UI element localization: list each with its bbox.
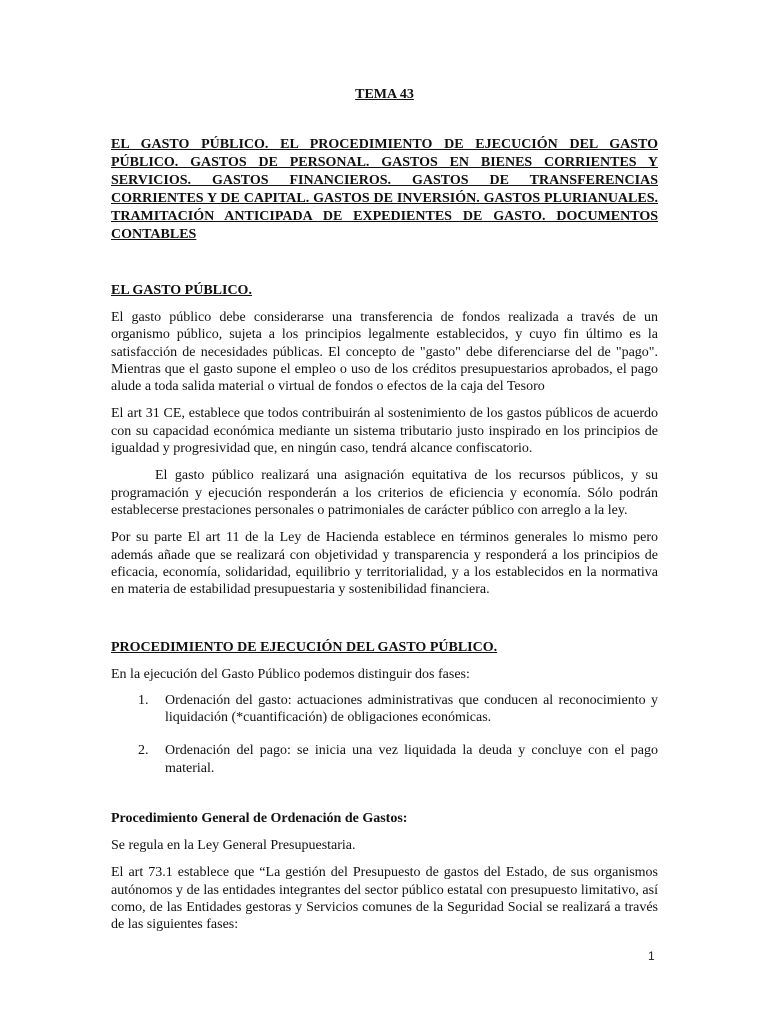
- list-item-text: Ordenación del gasto: actuaciones administrativas que conducen al reconocimiento y liquidación (*cuantificación) de obligaciones económicas.: [165, 692, 658, 726]
- section-heading-gasto-publico: EL GASTO PÚBLICO.: [111, 283, 252, 298]
- paragraph: El gasto público debe considerarse una transferencia de fondos realizada a través de un organismo público, sujeta a los principios legalmente establecidos, y cuyo fin último es la satisfacción de necesidades públicas. El concepto de "gasto" debe diferenciarse del de "pago". Mientras que el gasto supone el empleo o uso de los créditos presupuestarios aprobados, el pago alude a toda salida material o virtual de fondos o efectos de la caja del Tesoro: [111, 310, 658, 395]
- section-heading-procedimiento: PROCEDIMIENTO DE EJECUCIÓN DEL GASTO PÚBLICO.: [111, 640, 498, 656]
- list-item-text: Ordenación del pago: se inicia una vez liquidada la deuda y concluye con el pago material.: [165, 743, 658, 776]
- document-title: TEMA 43: [355, 87, 414, 102]
- list-item-number: 2.: [138, 743, 149, 759]
- paragraph: Por su parte El art 11 de la Ley de Hacienda establece en términos generales lo mismo pero además añade que se realizará con objetividad y transparencia y responderá a los principios de eficacia, economía, solidaridad, equilibrio y territorialidad, y a los establecidos en la normativa en materia de estabilidad presupuestaria y sostenibilidad financiera.: [111, 530, 658, 598]
- topic-heading: EL GASTO PÚBLICO. EL PROCEDIMIENTO DE EJECUCIÓN DEL GASTO PÚBLICO. GASTOS DE PERSONAL. GASTOS EN BIENES CORRIENTES Y SERVICIOS. GASTOS FINANCIEROS. GASTOS DE TRANSFERENCIAS CORRIENTES Y DE CAPITAL. GASTOS DE INVERSIÓN. GASTOS PLURIANUALES. TRAMITACIÓN ANTICIPADA DE EXPEDIENTES DE GASTO. DOCUMENTOS CONTABLES: [111, 137, 658, 242]
- paragraph: En la ejecución del Gasto Público podemos distinguir dos fases:: [111, 667, 470, 683]
- page-number: 1: [648, 949, 655, 963]
- subsection-heading: Procedimiento General de Ordenación de Gastos:: [111, 810, 408, 826]
- list-item-number: 1.: [138, 692, 149, 708]
- paragraph: Se regula en la Ley General Presupuestaria.: [111, 837, 356, 853]
- list-item: [138, 742, 658, 777]
- paragraph: El gasto público realizará una asignación equitativa de los recursos públicos, y su programación y ejecución responderán a los criterios de eficiencia y economía. Sólo podrán establecerse prestaciones personales o patrimoniales de carácter público con arreglo a la ley.: [111, 468, 658, 518]
- paragraph: El art 73.1 establece que “La gestión del Presupuesto de gastos del Estado, de sus organismos autónomos y de las entidades integrantes del sector público estatal con presupuesto limitativo, así como, de las Entidades gestoras y Servicios comunes de la Seguridad Social se realizará a través de las siguientes fases:: [111, 865, 658, 933]
- paragraph: El art 31 CE, establece que todos contribuirán al sostenimiento de los gastos públicos de acuerdo con su capacidad económica mediante un sistema tributario justo inspirado en los principios de igualdad y progresividad que, en ningún caso, tendrá alcance confiscatorio.: [111, 406, 658, 457]
- phase-list: [138, 692, 658, 777]
- list-item: [138, 692, 658, 727]
- page-content: [111, 86, 658, 933]
